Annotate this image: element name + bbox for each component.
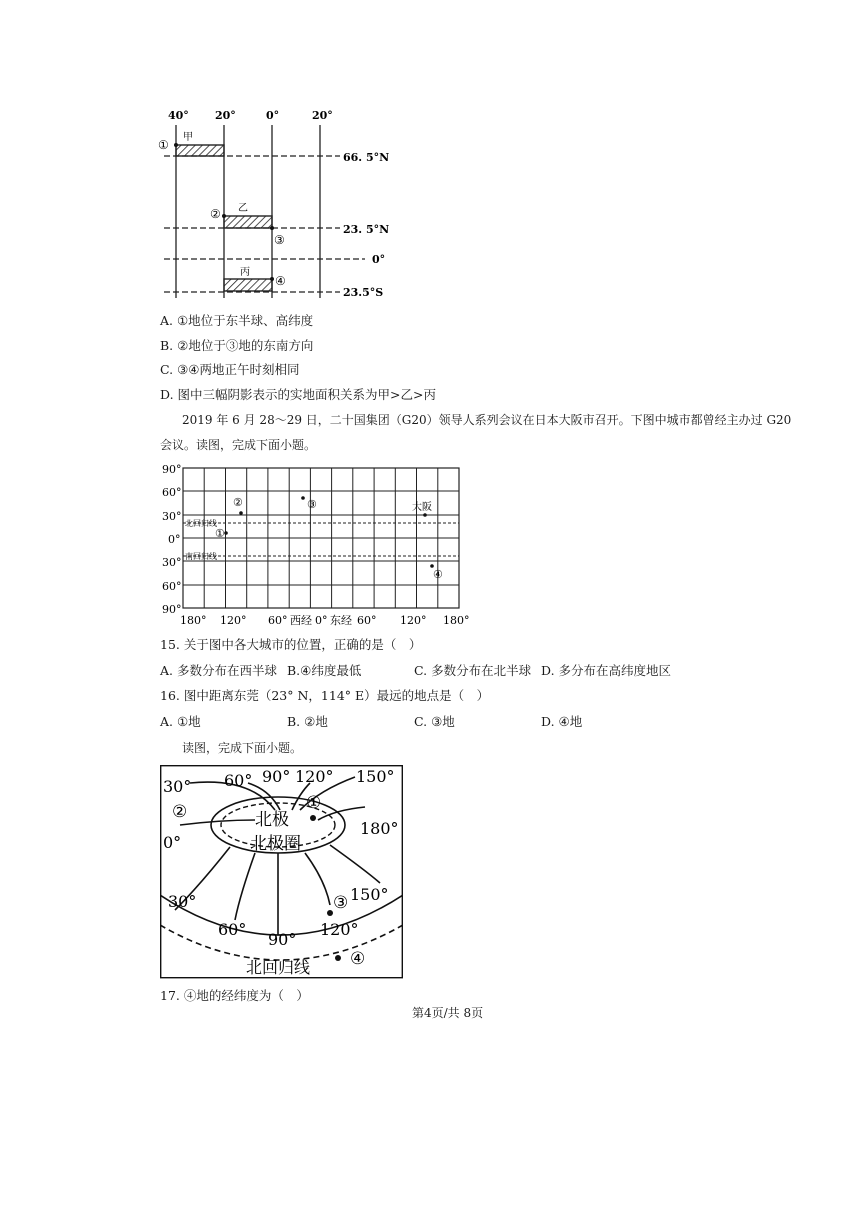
intro-g20-line2: 会议。读图，完成下面小题。 [160,438,317,452]
region-label: 甲 [183,132,193,143]
point-label: ② [210,207,221,221]
q15-option-c[interactable]: C. 多数分布在北半球 [414,663,532,678]
lon-label: 20° [215,109,236,122]
lon-label: 120° [220,614,247,627]
lon-label: 60° [357,614,377,627]
option-c[interactable]: C. ③④两地正午时刻相同 [160,362,300,377]
tropic-south-label: 南回归线 [185,552,217,561]
lat-label: 90° [162,463,182,476]
lon-label: 150° [356,767,395,786]
option-a[interactable]: A. ①地位于东半球、高纬度 [160,313,314,328]
intro-fig3: 读图，完成下面小题。 [182,741,303,755]
lon-label: 20° [312,109,333,122]
option-b[interactable]: B. ②地位于③地的东南方向 [160,338,314,353]
lat-label: 23. 5°N [343,223,390,236]
lon-label: 30° [168,892,197,911]
lon-label: 东经 [330,614,352,627]
region-jia [176,145,224,156]
point-label: ③ [307,498,317,511]
lat-label: 90° [162,603,182,616]
q16-stem: 16. 图中距离东莞（23° N，114° E）最远的地点是（ ） [160,688,490,703]
lat-label: 30° [162,510,182,523]
pole-label: 北极 [255,810,289,830]
q15-stem: 15. 关于图中各大城市的位置，正确的是（ ） [160,637,422,652]
option-d[interactable]: D. 图中三幅阴影表示的实地面积关系为甲>乙>丙 [160,387,436,402]
point-label: ④ [275,274,286,288]
region-yi [224,216,272,228]
lat-label: 0° [168,533,181,546]
lat-label: 23.5°S [343,286,384,299]
lon-label: 西经 [290,614,312,627]
q16-option-c[interactable]: C. ③地 [414,714,455,729]
q17-stem: 17. ④地的经纬度为（ ） [160,988,309,1003]
lon-label: 180° [443,614,470,627]
page-footer: 第4页/共 8页 [412,1006,484,1020]
lon-label: 30° [163,777,192,796]
point-label: ③ [274,233,285,247]
city-label-osaka: 大阪 [412,502,432,513]
lon-label: 120° [295,767,334,786]
point-label: ④ [433,568,443,581]
arctic-circle-label: 北极圈 [250,834,301,854]
point-label: ① [215,527,225,540]
tropic-label: 北回归线 [246,958,311,977]
intro-g20-line1: 2019 年 6 月 28～29 日，二十国集团（G20）领导人系列会议在日本大阪市召开。下图中城市都曾经主办过 G20 [182,413,792,427]
lon-label: 90° [262,767,291,786]
point-label: ② [233,496,243,509]
lon-label: 90° [268,930,297,949]
lon-label: 60° [268,614,288,627]
lon-label: 60° [218,920,247,939]
lon-label: 40° [168,109,189,122]
region-label: 丙 [240,267,250,278]
lat-label: 60° [162,486,182,499]
lat-label: 0° [372,253,386,266]
lon-label: 0° [315,614,328,627]
q15-option-a[interactable]: A. 多数分布在西半球 [160,663,277,678]
lon-label: 120° [400,614,427,627]
lat-label: 60° [162,580,182,593]
lon-label: 180° [360,819,399,838]
lon-label: 60° [224,771,253,790]
region-label: 乙 [238,203,248,214]
lon-label: 0° [266,109,280,122]
q15-option-b[interactable]: B.④纬度最低 [287,663,362,678]
q16-option-b[interactable]: B. ②地 [287,714,328,729]
figure-polar-map-3 [160,765,403,980]
q16-option-d[interactable]: D. ④地 [541,714,583,729]
lon-label: 0° [163,833,182,852]
tropic-north-label: 北回归线 [185,519,217,528]
point-label: ② [172,802,188,822]
lon-label: 180° [180,614,207,627]
point-label: ① [158,138,169,152]
point-label: ③ [333,893,349,913]
point-label: ④ [350,949,366,969]
figure-world-grid-2 [160,460,480,630]
figure-latlon-grid-1 [150,105,410,300]
point-label: ① [306,793,322,813]
q16-option-a[interactable]: A. ①地 [160,714,201,729]
lon-label: 120° [320,920,359,939]
lat-label: 30° [162,556,182,569]
q15-option-d[interactable]: D. 多分布在高纬度地区 [541,663,672,678]
lon-label: 150° [350,885,389,904]
lat-label: 66. 5°N [343,151,390,164]
region-bing [224,279,272,291]
